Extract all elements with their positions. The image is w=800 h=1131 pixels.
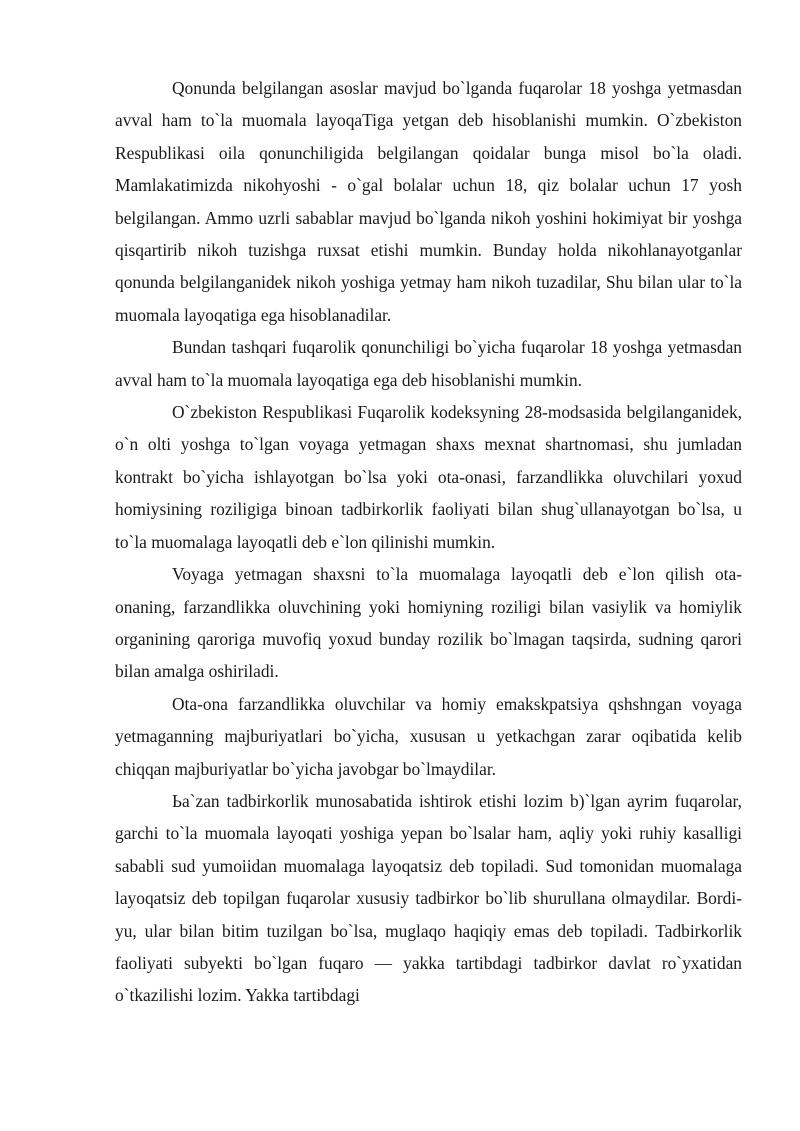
document-page [115,72,742,1012]
paragraph-2: Bundan tashqari fuqarolik qonunchiligi bo`yicha fuqarolar 18 yoshga yetmasdan avval ham to`la muomala layoqatiga ega deb hisoblanishi mumkin. [115,337,742,390]
paragraph-1: Qonunda belgilangan asoslar mavjud bo`lganda fuqarolar 18 yoshga yetmasdan avval ham to`la muomala layoqaTiga yetgan deb hisoblanishi mumkin. O`zbekiston Respublikasi oila qonunchiligida belgilangan qoidalar bunga misol bo`la oladi. Mamlakatimizda nikohyoshi - o`gal bolalar uchun 18, qiz bolalar uchun 17 yosh belgilangan. Ammo uzrli sabablar mavjud bo`lganda nikoh yoshini hokimiyat bir yoshga qisqartirib nikoh tuzishga ruxsat etishi mumkin. Bunday holda nikohlanayotganlar qonunda belgilanganidek nikoh yoshiga yetmay ham nikoh tuzadilar, Shu bilan ular to`la muomala layoqatiga ega hisoblanadilar. [115,78,742,325]
paragraph-5: Ota-ona farzandlikka oluvchilar va homiy emakskpatsiya qshshngan voyaga yetmaganning majburiyatlari bo`yicha, xususan u yetkachgan zarar oqibatida kelib chiqqan majburiyatlar bo`yicha javobgar bo`lmaydilar. [115,693,742,779]
paragraph-3: O`zbekiston Respublikasi Fuqarolik kodeksyning 28-modsasida belgilanganidek, o`n olti yoshga to`lgan voyaga yetmagan shaxs mexnat shartnomasi, shu jumladan kontrakt bo`yicha ishlayotgan bo`lsa yoki ota-onasi, farzandlikka oluvchilari yoxud homiysining roziligiga binoan tadbirkorlik faoliyati bilan shug`ullanayotgan bo`lsa, u to`la muomalaga layoqatli deb e`lon qilinishi mumkin. [115,402,742,552]
paragraph-4: Voyaga yetmagan shaxsni to`la muomalaga layoqatli deb e`lon qilish ota-onaning, farzandlikka oluvchining yoki homiyning roziligi bilan vasiylik va homiylik organining qaroriga muvofiq yoxud bunday rozilik bo`lmagan taqsirda, sudning qarori bilan amalga oshiriladi. [115,564,742,682]
paragraph-6: Ьa`zan tadbirkorlik munosabatida ishtirok etishi lozim b)`lgan ayrim fuqarolar, garchi to`la muomala layoqati yoshiga yepan bo`lsalar ham, aqliy yoki ruhiy kasalligi sababli sud yumoiidan muomalaga layoqatsiz deb topiladi. Sud tomonidan muomalaga layoqatsiz deb topilgan fuqarolar xususiy tadbirkor bo`lib shurullana olmaydilar. Bordi-yu, ular bilan bitim tuzilgan bo`lsa, muglaqo haqiqiy emas deb topiladi. Tadbirkorlik faoliyati subyekti bo`lgan fuqaro — yakka tartibdagi tadbirkor davlat ro`yxatidan o`tkazilishi lozim. Yakka tartibdagi [115,790,742,1006]
